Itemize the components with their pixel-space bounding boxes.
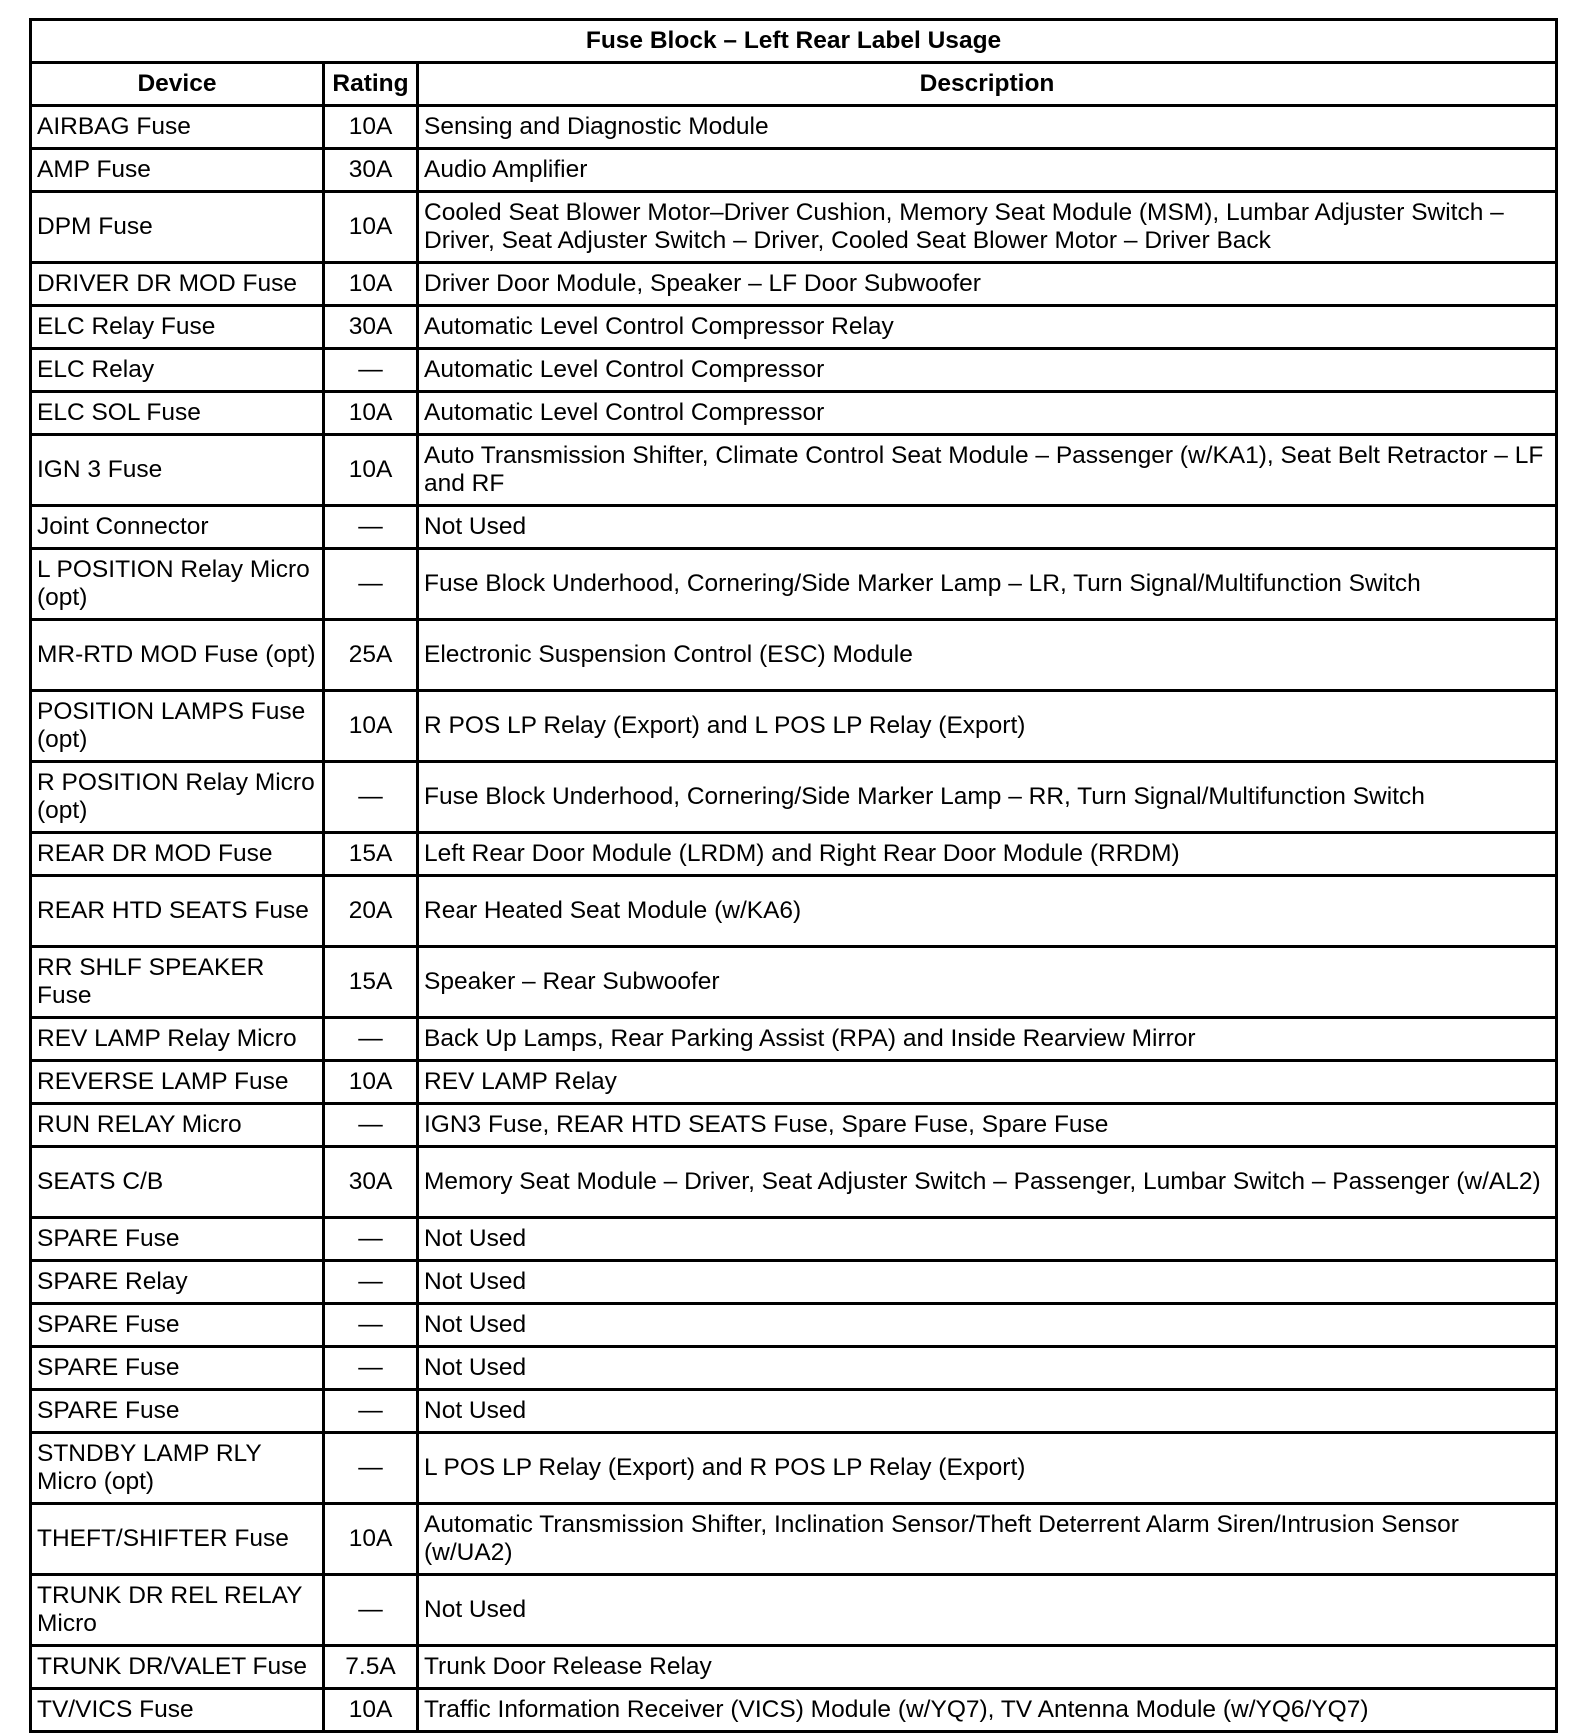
table-row: [31, 1018, 1557, 1061]
rating-cell: —: [324, 1218, 418, 1261]
device-cell: Joint Connector: [31, 506, 324, 549]
rating-cell: —: [324, 1261, 418, 1304]
table-row: [31, 947, 1557, 1018]
description-cell: Speaker – Rear Subwoofer: [418, 947, 1557, 1018]
description-cell: Trunk Door Release Relay: [418, 1646, 1557, 1689]
rating-cell: 10A: [324, 192, 418, 263]
description-cell: REV LAMP Relay: [418, 1061, 1557, 1104]
description-cell: Fuse Block Underhood, Cornering/Side Marker Lamp – RR, Turn Signal/Multifunction Switch: [418, 762, 1557, 833]
table-row: [31, 1433, 1557, 1504]
table-row: [31, 263, 1557, 306]
device-cell: STNDBY LAMP RLY Micro (opt): [31, 1433, 324, 1504]
table-row: [31, 506, 1557, 549]
rating-cell: 7.5A: [324, 1646, 418, 1689]
table-row: [31, 349, 1557, 392]
rating-cell: 15A: [324, 947, 418, 1018]
device-cell: DRIVER DR MOD Fuse: [31, 263, 324, 306]
table-row: [31, 1646, 1557, 1689]
table-title: Fuse Block – Left Rear Label Usage: [31, 20, 1557, 63]
rating-cell: 30A: [324, 1147, 418, 1218]
description-cell: Automatic Transmission Shifter, Inclination Sensor/Theft Deterrent Alarm Siren/Intrusion Sensor (w/UA2): [418, 1504, 1557, 1575]
table-row: [31, 833, 1557, 876]
rating-cell: —: [324, 1018, 418, 1061]
device-cell: SPARE Fuse: [31, 1347, 324, 1390]
description-cell: Not Used: [418, 1390, 1557, 1433]
description-cell: Fuse Block Underhood, Cornering/Side Marker Lamp – LR, Turn Signal/Multifunction Switch: [418, 549, 1557, 620]
table-row: [31, 762, 1557, 833]
table-row: [31, 1347, 1557, 1390]
table-row: [31, 192, 1557, 263]
table-row: [31, 549, 1557, 620]
rating-cell: —: [324, 506, 418, 549]
device-cell: ELC Relay Fuse: [31, 306, 324, 349]
description-cell: Not Used: [418, 1261, 1557, 1304]
header-device: Device: [31, 63, 324, 106]
device-cell: AIRBAG Fuse: [31, 106, 324, 149]
table-row: [31, 691, 1557, 762]
description-cell: Rear Heated Seat Module (w/KA6): [418, 876, 1557, 947]
device-cell: SPARE Fuse: [31, 1390, 324, 1433]
rating-cell: —: [324, 349, 418, 392]
table-row: [31, 1147, 1557, 1218]
rating-cell: 10A: [324, 263, 418, 306]
description-cell: Driver Door Module, Speaker – LF Door Subwoofer: [418, 263, 1557, 306]
description-cell: Memory Seat Module – Driver, Seat Adjuster Switch – Passenger, Lumbar Switch – Passenger (w/AL2): [418, 1147, 1557, 1218]
device-cell: REVERSE LAMP Fuse: [31, 1061, 324, 1104]
device-cell: POSITION LAMPS Fuse (opt): [31, 691, 324, 762]
rating-cell: —: [324, 549, 418, 620]
rating-cell: 30A: [324, 306, 418, 349]
table-row: [31, 392, 1557, 435]
device-cell: REV LAMP Relay Micro: [31, 1018, 324, 1061]
device-cell: TRUNK DR REL RELAY Micro: [31, 1575, 324, 1646]
device-cell: SPARE Relay: [31, 1261, 324, 1304]
rating-cell: —: [324, 1433, 418, 1504]
device-cell: AMP Fuse: [31, 149, 324, 192]
description-cell: Audio Amplifier: [418, 149, 1557, 192]
table-title-row: [31, 20, 1557, 63]
table-row: [31, 435, 1557, 506]
description-cell: Back Up Lamps, Rear Parking Assist (RPA) and Inside Rearview Mirror: [418, 1018, 1557, 1061]
description-cell: Electronic Suspension Control (ESC) Module: [418, 620, 1557, 691]
device-cell: RR SHLF SPEAKER Fuse: [31, 947, 324, 1018]
rating-cell: 10A: [324, 691, 418, 762]
rating-cell: 10A: [324, 392, 418, 435]
rating-cell: —: [324, 1104, 418, 1147]
rating-cell: 30A: [324, 149, 418, 192]
description-cell: Left Rear Door Module (LRDM) and Right Rear Door Module (RRDM): [418, 833, 1557, 876]
header-description: Description: [418, 63, 1557, 106]
table-row: [31, 1689, 1557, 1732]
rating-cell: 10A: [324, 1689, 418, 1732]
description-cell: Traffic Information Receiver (VICS) Module (w/YQ7), TV Antenna Module (w/YQ6/YQ7): [418, 1689, 1557, 1732]
device-cell: ELC Relay: [31, 349, 324, 392]
header-rating: Rating: [324, 63, 418, 106]
description-cell: Auto Transmission Shifter, Climate Control Seat Module – Passenger (w/KA1), Seat Belt Retractor – LF and RF: [418, 435, 1557, 506]
description-cell: Not Used: [418, 1575, 1557, 1646]
description-cell: Not Used: [418, 1218, 1557, 1261]
device-cell: THEFT/SHIFTER Fuse: [31, 1504, 324, 1575]
description-cell: Not Used: [418, 1304, 1557, 1347]
description-cell: IGN3 Fuse, REAR HTD SEATS Fuse, Spare Fuse, Spare Fuse: [418, 1104, 1557, 1147]
description-cell: Not Used: [418, 506, 1557, 549]
device-cell: R POSITION Relay Micro (opt): [31, 762, 324, 833]
rating-cell: —: [324, 1575, 418, 1646]
device-cell: SPARE Fuse: [31, 1304, 324, 1347]
table-row: [31, 1575, 1557, 1646]
rating-cell: —: [324, 1347, 418, 1390]
fuse-table-container: [29, 18, 1555, 1733]
device-cell: ELC SOL Fuse: [31, 392, 324, 435]
table-row: [31, 1261, 1557, 1304]
table-row: [31, 1390, 1557, 1433]
device-cell: DPM Fuse: [31, 192, 324, 263]
table-row: [31, 1218, 1557, 1261]
table-row: [31, 1104, 1557, 1147]
table-row: [31, 620, 1557, 691]
device-cell: RUN RELAY Micro: [31, 1104, 324, 1147]
device-cell: REAR DR MOD Fuse: [31, 833, 324, 876]
device-cell: REAR HTD SEATS Fuse: [31, 876, 324, 947]
rating-cell: 10A: [324, 1061, 418, 1104]
description-cell: Automatic Level Control Compressor: [418, 392, 1557, 435]
description-cell: R POS LP Relay (Export) and L POS LP Relay (Export): [418, 691, 1557, 762]
rating-cell: —: [324, 762, 418, 833]
fuse-usage-table: [29, 18, 1558, 1733]
rating-cell: 20A: [324, 876, 418, 947]
device-cell: MR-RTD MOD Fuse (opt): [31, 620, 324, 691]
description-cell: Cooled Seat Blower Motor–Driver Cushion, Memory Seat Module (MSM), Lumbar Adjuster Switch – Driver, Seat Adjuster Switch – Driver, Cooled Seat Blower Motor – Driver Back: [418, 192, 1557, 263]
description-cell: Sensing and Diagnostic Module: [418, 106, 1557, 149]
rating-cell: —: [324, 1304, 418, 1347]
table-row: [31, 306, 1557, 349]
device-cell: IGN 3 Fuse: [31, 435, 324, 506]
description-cell: Automatic Level Control Compressor Relay: [418, 306, 1557, 349]
rating-cell: 15A: [324, 833, 418, 876]
description-cell: L POS LP Relay (Export) and R POS LP Relay (Export): [418, 1433, 1557, 1504]
table-row: [31, 1504, 1557, 1575]
rating-cell: 10A: [324, 106, 418, 149]
rating-cell: —: [324, 1390, 418, 1433]
table-row: [31, 876, 1557, 947]
table-row: [31, 149, 1557, 192]
device-cell: SEATS C/B: [31, 1147, 324, 1218]
table-row: [31, 1061, 1557, 1104]
description-cell: Not Used: [418, 1347, 1557, 1390]
table-row: [31, 106, 1557, 149]
table-row: [31, 1304, 1557, 1347]
device-cell: SPARE Fuse: [31, 1218, 324, 1261]
device-cell: TRUNK DR/VALET Fuse: [31, 1646, 324, 1689]
device-cell: TV/VICS Fuse: [31, 1689, 324, 1732]
device-cell: L POSITION Relay Micro (opt): [31, 549, 324, 620]
rating-cell: 10A: [324, 435, 418, 506]
table-body: [31, 106, 1557, 1732]
table-header-row: [31, 63, 1557, 106]
description-cell: Automatic Level Control Compressor: [418, 349, 1557, 392]
rating-cell: 10A: [324, 1504, 418, 1575]
rating-cell: 25A: [324, 620, 418, 691]
